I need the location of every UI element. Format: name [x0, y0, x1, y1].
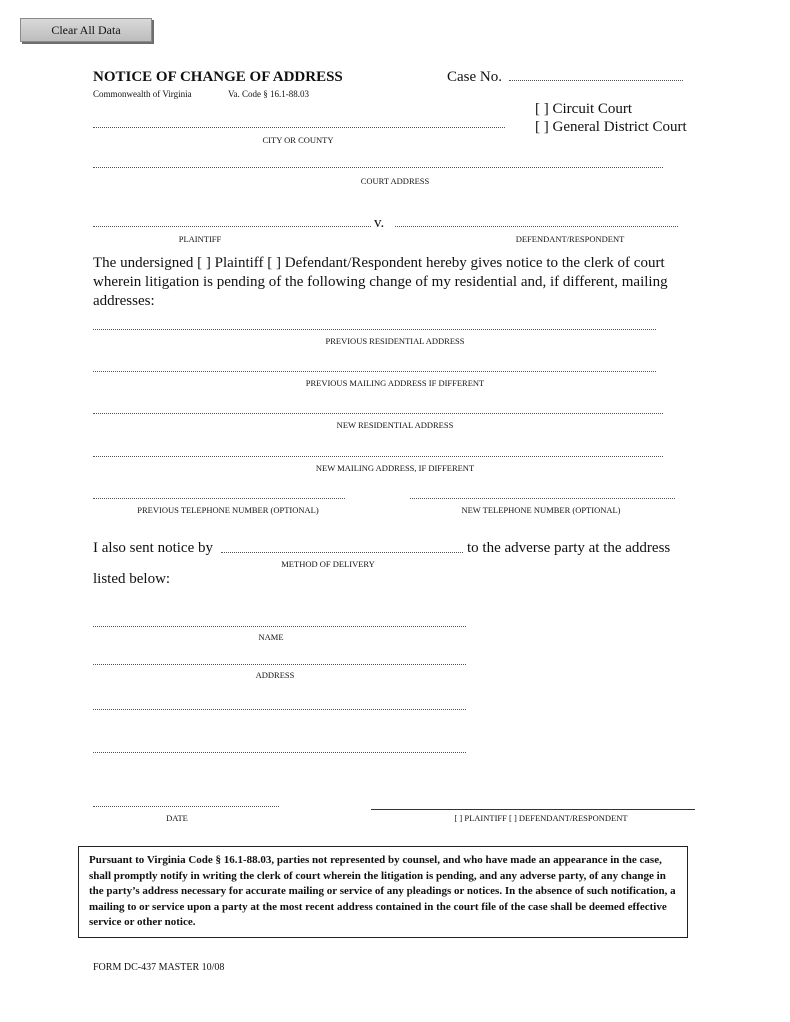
name-label: NAME: [258, 632, 284, 642]
adverse-address-field-2[interactable]: [93, 709, 466, 710]
form-title: NOTICE OF CHANGE OF ADDRESS: [93, 69, 343, 85]
intro-paragraph: The undersigned [ ] Plaintiff [ ] Defendant/Respondent hereby gives notice to the clerk of court wherein litigation is pending of the following change of my residential and, if different, mailing addresses:: [93, 255, 668, 309]
new-residential-field[interactable]: [93, 413, 663, 414]
new-mailing-label: NEW MAILING ADDRESS, IF DIFFERENT: [315, 463, 475, 473]
signer-role-label[interactable]: [ ] PLAINTIFF [ ] DEFENDANT/RESPONDENT: [454, 813, 628, 823]
defendant-field[interactable]: [395, 226, 678, 227]
previous-mailing-field[interactable]: [93, 371, 656, 372]
new-mailing-field[interactable]: [93, 456, 663, 457]
case-no-field[interactable]: [509, 80, 683, 81]
new-phone-field[interactable]: [410, 498, 675, 499]
statutory-notice-box: [78, 846, 688, 938]
listed-below-text: listed below:: [93, 571, 171, 587]
signature-line[interactable]: [371, 809, 695, 810]
city-or-county-field[interactable]: [93, 127, 505, 128]
method-of-delivery-label: METHOD OF DELIVERY: [281, 559, 375, 569]
date-field[interactable]: [93, 806, 279, 807]
adverse-address-field-1[interactable]: [93, 664, 466, 665]
new-residential-label: NEW RESIDENTIAL ADDRESS: [336, 420, 454, 430]
court-address-label: COURT ADDRESS: [360, 176, 430, 186]
circuit-court-checkbox[interactable]: [ ] Circuit Court: [535, 101, 633, 117]
plaintiff-field[interactable]: [93, 226, 371, 227]
date-label: DATE: [166, 813, 188, 823]
adverse-address-field-3[interactable]: [93, 752, 466, 753]
previous-mailing-label: PREVIOUS MAILING ADDRESS IF DIFFERENT: [305, 378, 485, 388]
previous-phone-field[interactable]: [93, 498, 345, 499]
versus-text: v.: [374, 215, 385, 231]
previous-phone-label: PREVIOUS TELEPHONE NUMBER (OPTIONAL): [137, 505, 319, 515]
adverse-name-field[interactable]: [93, 626, 466, 627]
clear-all-data-button[interactable]: Clear All Data: [20, 18, 152, 42]
general-district-court-checkbox[interactable]: [ ] General District Court: [535, 119, 687, 135]
court-address-field[interactable]: [93, 167, 663, 168]
city-or-county-label: CITY OR COUNTY: [262, 135, 334, 145]
plaintiff-label: PLAINTIFF: [178, 234, 222, 244]
sent-notice-prefix: I also sent notice by: [93, 540, 213, 556]
address-label: ADDRESS: [255, 670, 295, 680]
defendant-label: DEFENDANT/RESPONDENT: [515, 234, 625, 244]
form-id: FORM DC-437 MASTER 10/08: [93, 962, 225, 973]
code-reference: Va. Code § 16.1-88.03: [228, 89, 309, 99]
case-no-label: Case No.: [447, 69, 502, 85]
sent-notice-suffix: to the adverse party at the address: [467, 540, 671, 556]
statutory-notice-text: Pursuant to Virginia Code § 16.1-88.03, parties not represented by counsel, and who have made an appearance in the case, shall promptly notify in writing the clerk of court wherein the litigation is pending, and any adverse party, of any change in the party’s address necessary for accurate mailing or service of any pleadings or notices. In the absence of such notification, a mailing to or service upon a party at the most recent address contained in the court file of the case shall be deemed effective service or other notice.: [89, 854, 676, 928]
previous-residential-field[interactable]: [93, 329, 656, 330]
previous-residential-label: PREVIOUS RESIDENTIAL ADDRESS: [325, 336, 465, 346]
method-of-delivery-field[interactable]: [221, 552, 463, 553]
jurisdiction: Commonwealth of Virginia: [93, 89, 192, 99]
new-phone-label: NEW TELEPHONE NUMBER (OPTIONAL): [461, 505, 621, 515]
